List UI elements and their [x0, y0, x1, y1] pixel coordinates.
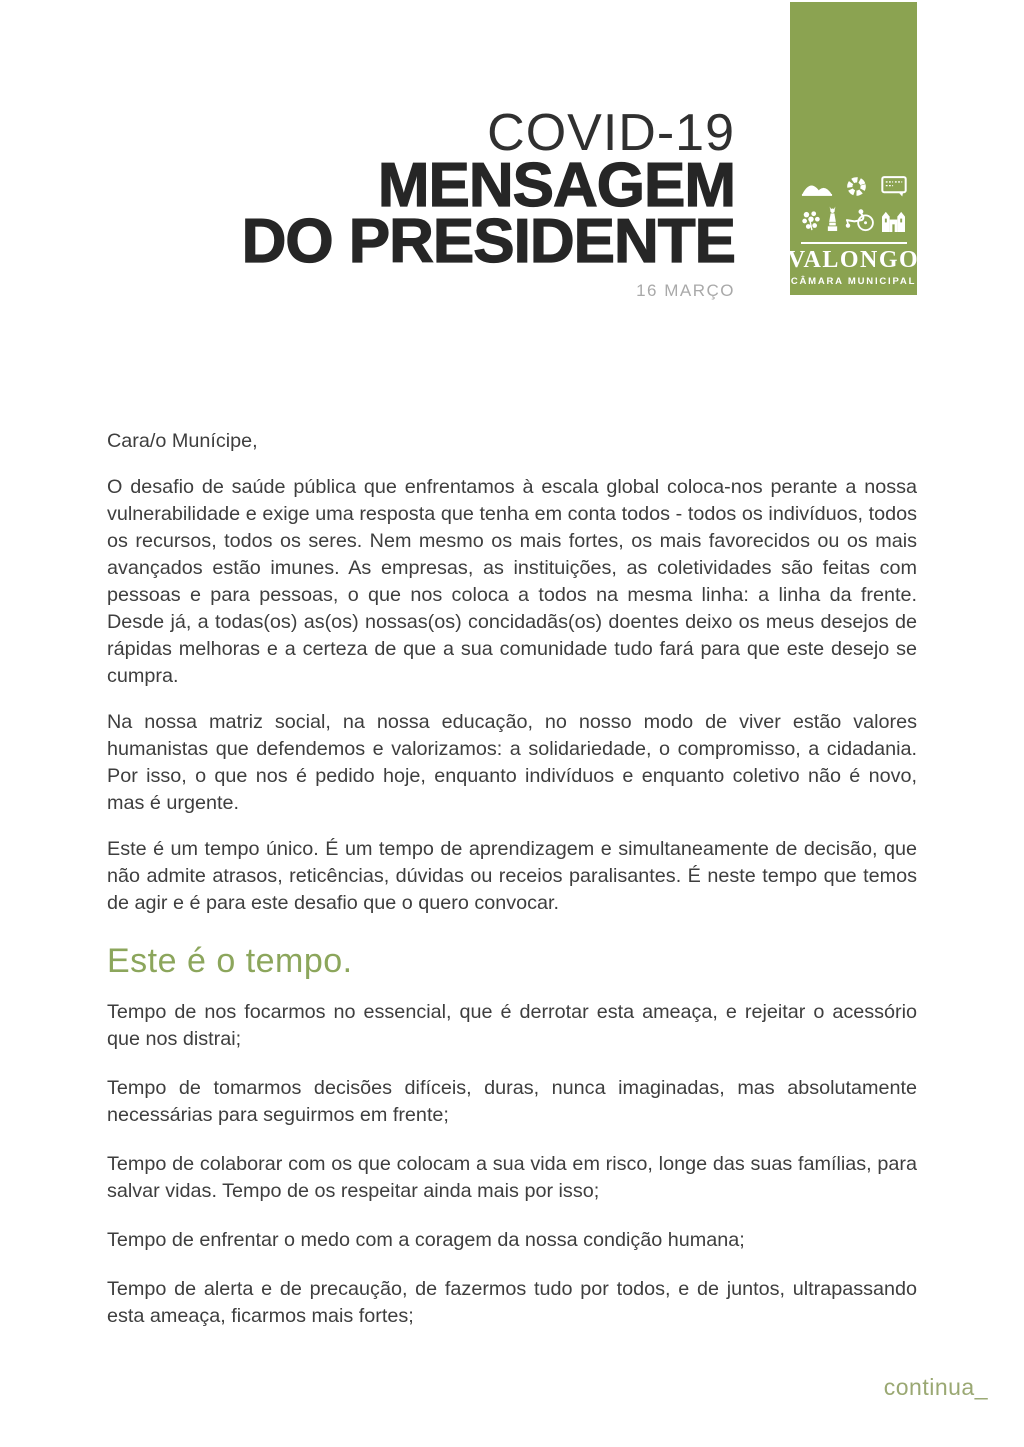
continuation-note: continua_ — [883, 1374, 988, 1400]
tempo-paragraph: Tempo de nos focarmos no essencial, que é derrotar esta ameaça, e rejeitar o acessório que nos distrai; — [107, 1001, 917, 1050]
tempo-paragraph: Tempo de colaborar com os que colocam a sua vida em risco, longe das suas famílias, para salvar vidas. Tempo de os respeitar ainda mais por isso; — [107, 1153, 917, 1202]
title-line-1: MENSAGEM — [377, 151, 735, 220]
tempo-paragraph: Tempo de alerta e de precaução, de fazermos tudo por todos, e de juntos, ultrapassando esta ameaça, ficarmos mais fortes; — [107, 1278, 917, 1327]
logo-icons-row-1 — [801, 176, 907, 197]
covid-supertitle: COVID-19 — [487, 104, 735, 162]
hills-icon — [801, 176, 833, 197]
billboard-icon — [881, 176, 907, 197]
paragraph: Na nossa matriz social, na nossa educação, no nosso modo de viver estão valores humanistas que defendemos e valorizamos: a solidariedade, o compromisso, a cidadania. Por isso, o que nos é pedido hoje, enquanto indivíduos e enquanto coletivo não é novo, mas é urgente. — [107, 711, 917, 814]
municipal-logo-icons — [801, 176, 907, 232]
logo-divider — [801, 242, 907, 244]
message-date: 16 MARÇO — [636, 281, 735, 300]
tempo-list — [107, 999, 917, 1330]
logo-subtitle: CÂMARA MUNICIPAL — [790, 275, 917, 287]
paragraph: Este é um tempo único. É um tempo de aprendizagem e simultaneamente de decisão, que não admite atrasos, reticências, dúvidas ou receios paralisantes. É neste tempo que temos de agir e é para este desafio que o quero convocar. — [107, 838, 917, 914]
flowers-icon — [801, 210, 821, 232]
section-heading: Este é o tempo. — [107, 942, 353, 980]
letter-body — [107, 428, 917, 1352]
paragraph: O desafio de saúde pública que enfrentamos à escala global coloca-nos perante a nossa vulnerabilidade e exige uma resposta que tenha em conta todos - todos os indivíduos, todos os recursos, todos os seres. Nem mesmo os mais fortes, os mais favorecidos ou os mais avançados estão imunes. As empresas, as instituições, as coletividades são feitas com pessoas e para pessoas, o que nos coloca a todos na mesma linha: a linha da frente. Desde já, a todas(os) as(os) nossas(os) concidadãs(os) doentes deixo os meus desejos de rápidas melhoras e a certeza de que a sua comunidade tudo fará para que este desejo se cumpra. — [107, 476, 917, 687]
tempo-paragraph: Tempo de enfrentar o medo com a coragem da nossa condição humana; — [107, 1229, 745, 1251]
logo-name: VALONGO — [787, 246, 920, 273]
aperture-icon — [846, 176, 867, 197]
church-icon — [881, 209, 906, 232]
municipal-banner — [787, 2, 920, 295]
statue-icon — [826, 206, 839, 232]
title-line-2: DO PRESIDENTE — [241, 207, 735, 276]
headline-block — [241, 104, 735, 300]
wheelchair-athlete-icon — [844, 208, 876, 232]
tempo-paragraph: Tempo de tomarmos decisões difíceis, duras, nunca imaginadas, mas absolutamente necessárias para seguirmos em frente; — [107, 1077, 917, 1126]
salutation: Cara/o Munícipe, — [107, 430, 258, 452]
logo-icons-row-2 — [801, 206, 907, 232]
